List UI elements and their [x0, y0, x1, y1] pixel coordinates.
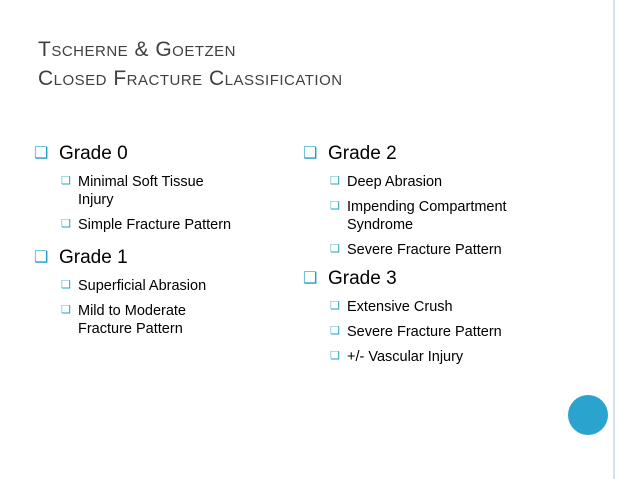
grade-label: Grade 0 [59, 143, 128, 164]
sub-item [330, 173, 567, 191]
checkbox-square-icon: ❑ [330, 174, 340, 187]
checkbox-square-icon: ❑ [34, 145, 49, 162]
sub-item [61, 216, 298, 234]
checkbox-square-icon: ❑ [61, 303, 71, 316]
grade-0-subitems [61, 173, 294, 234]
sub-item [330, 198, 567, 234]
checkbox-square-icon: ❑ [61, 174, 71, 187]
decorative-circle [568, 395, 608, 435]
grade-3-subitems [330, 298, 603, 366]
sub-item-text: Mild to Moderate Fracture Pattern [78, 302, 186, 337]
sub-item [61, 173, 298, 209]
checkbox-square-icon: ❑ [61, 278, 71, 291]
title-line-2: Closed Fracture Classification [38, 66, 343, 90]
sub-item-text: Severe Fracture Pattern [347, 324, 502, 340]
grade-label: Grade 2 [328, 143, 397, 164]
sub-item [330, 298, 567, 316]
sub-item [61, 302, 298, 338]
sub-item [330, 348, 567, 366]
slide-title [38, 36, 343, 93]
sub-item-text: Simple Fracture Pattern [78, 216, 232, 233]
checkbox-square-icon: ❑ [303, 145, 318, 162]
checkbox-square-icon: ❑ [330, 325, 340, 337]
grade-2-subitems [330, 173, 603, 260]
left-column [34, 142, 294, 346]
sub-item-text: Deep Abrasion [347, 173, 443, 190]
sub-item-text: +/- Vascular Injury [347, 349, 464, 366]
sub-item-text: Superficial Abrasion [78, 277, 207, 294]
grade-3-item [303, 267, 603, 366]
title-line-1: Tscherne & Goetzen [38, 38, 237, 61]
checkbox-square-icon: ❑ [34, 249, 49, 267]
checkbox-square-icon: ❑ [61, 217, 71, 230]
sub-item [330, 323, 567, 341]
grade-0-item [34, 142, 294, 234]
sub-item [330, 241, 567, 259]
grade-label: Grade 3 [328, 268, 397, 290]
sub-item-text: Extensive Crush [347, 298, 453, 315]
checkbox-square-icon: ❑ [330, 199, 340, 212]
grade-label: Grade 1 [59, 247, 128, 269]
grade-1-subitems [61, 277, 294, 338]
sub-item-text: Impending Compartment Syndrome [347, 198, 507, 233]
sub-item-text: Severe Fracture Pattern [347, 242, 502, 259]
right-column [303, 142, 603, 374]
right-accent-rule [613, 0, 615, 479]
grade-1-item [34, 246, 294, 338]
sub-item-text: Minimal Soft Tissue Injury [78, 173, 204, 208]
grade-2-item [303, 142, 603, 259]
checkbox-square-icon: ❑ [303, 270, 318, 288]
checkbox-square-icon: ❑ [330, 299, 340, 312]
sub-item [61, 277, 298, 295]
checkbox-square-icon: ❑ [330, 243, 340, 256]
checkbox-square-icon: ❑ [330, 350, 340, 363]
